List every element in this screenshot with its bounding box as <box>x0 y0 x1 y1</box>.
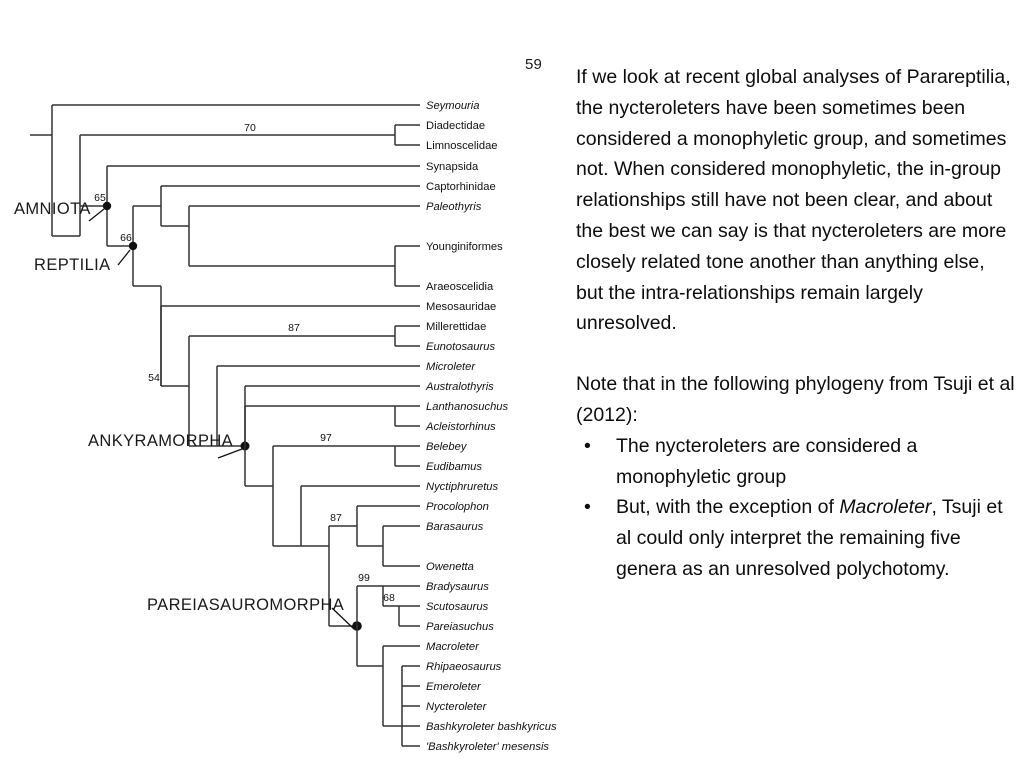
paragraph-one: If we look at recent global analyses of Parareptilia, the nycteroleters have been sometimes been considered a monophyletic group, and sometimes not. When considered monophyletic, the in-group relationships still have not been clear, and about the best we can say is that nycteroleters are more closely related tone another than anything else, but the intra-relationships remain largely unresolved. <box>576 66 1017 335</box>
tip-label-rhipaeosaurus: Rhipaeosaurus <box>426 661 502 673</box>
tip-label-group <box>425 100 557 753</box>
text-body <box>576 62 1021 585</box>
tip-label-bashkyroleter-bashkyricus: Bashkyroleter bashkyricus <box>426 721 557 733</box>
support-value-66: 66 <box>120 232 132 244</box>
tip-label-bashkyroleter-mesensis: 'Bashkyroleter' mesensis <box>426 741 550 753</box>
tip-label-owenetta: Owenetta <box>426 561 474 573</box>
bullet-2-text-post: , Tsuji et al could only interpret the remaining five genera as an unresolved polychotomy. <box>616 496 1003 580</box>
tip-label-younginiformes: Younginiformes <box>426 241 503 253</box>
tip-label-barasaurus: Barasaurus <box>426 521 484 533</box>
tip-label-australothyris: Australothyris <box>426 381 494 393</box>
bullet-1-text: The nycteroleters are considered a monophyletic group <box>616 434 918 488</box>
tip-label-macroleter: Macroleter <box>426 641 479 653</box>
clade-label-amniota: AMNIOTA <box>14 200 91 218</box>
paragraph-two: Note that in the following phylogeny from Tsuji et al (2012): <box>576 373 1021 426</box>
support-value-70: 70 <box>244 122 256 134</box>
support-value-87-procolophonoid: 87 <box>330 512 342 524</box>
tip-label-diadectidae: Diadectidae <box>426 120 486 132</box>
tip-label-emeroleter: Emeroleter <box>426 681 481 693</box>
tip-label-nycteroleter: Nycteroleter <box>426 701 487 713</box>
tip-label-millerettidae: Millerettidae <box>426 321 487 333</box>
support-value-group <box>94 122 395 604</box>
tip-label-eunotosaurus: Eunotosaurus <box>426 341 496 353</box>
support-value-99: 99 <box>358 572 370 584</box>
tip-label-lanthanosuchus: Lanthanosuchus <box>426 401 509 413</box>
clade-label-reptilia: REPTILIA <box>34 256 111 274</box>
tip-label-bradysaurus: Bradysaurus <box>426 581 489 593</box>
slide-number: 59 <box>525 56 543 73</box>
support-value-68: 68 <box>383 592 395 604</box>
support-value-87-millerettid: 87 <box>288 322 300 334</box>
cladogram-svg <box>14 80 574 753</box>
tip-label-nyctiphruretus: Nyctiphruretus <box>426 481 499 493</box>
support-value-97: 97 <box>320 432 332 444</box>
bullet-list <box>576 431 1016 585</box>
leader-line-reptilia <box>118 250 130 265</box>
tip-label-limnoscelidae: Limnoscelidae <box>426 140 498 152</box>
bullet-2-text-italic: Macroleter <box>839 496 932 519</box>
tip-label-synapsida: Synapsida <box>426 161 479 173</box>
paragraph-spacer <box>576 339 1016 369</box>
bullet-dot-icon: • <box>584 496 591 519</box>
support-value-65: 65 <box>94 192 106 204</box>
tip-label-mesosauridae: Mesosauridae <box>426 301 497 313</box>
leader-line-ankyramorpha <box>218 449 242 458</box>
tip-label-captorhinidae: Captorhinidae <box>426 181 496 193</box>
tip-label-scutosaurus: Scutosaurus <box>426 601 489 613</box>
tip-label-eudibamus: Eudibamus <box>426 461 482 473</box>
tip-label-procolophon: Procolophon <box>426 501 489 513</box>
clade-label-ankyramorpha: ANKYRAMORPHA <box>88 432 234 450</box>
tip-label-paleothyris: Paleothyris <box>426 201 482 213</box>
tip-label-belebey: Belebey <box>426 441 467 453</box>
clade-label-group <box>14 200 354 629</box>
bullet-item-2 <box>576 492 1016 584</box>
bullet-item-1 <box>576 431 1016 493</box>
tip-label-microleter: Microleter <box>426 361 476 373</box>
support-value-54: 54 <box>148 372 160 384</box>
clade-label-pareiasauromorpha: PAREIASAUROMORPHA <box>147 596 345 614</box>
phylogeny-figure <box>14 80 574 753</box>
bullet-dot-icon: • <box>584 434 591 457</box>
tip-label-acleistorhinus: Acleistorhinus <box>426 421 496 433</box>
tip-label-araeoscelidia: Araeoscelidia <box>426 281 494 293</box>
bullet-2-text-pre: But, with the exception of <box>616 496 840 519</box>
tip-label-pareiasuchus: Pareiasuchus <box>426 621 494 633</box>
tip-label-seymouria: Seymouria <box>426 100 480 112</box>
leader-line-amniota <box>89 209 104 221</box>
